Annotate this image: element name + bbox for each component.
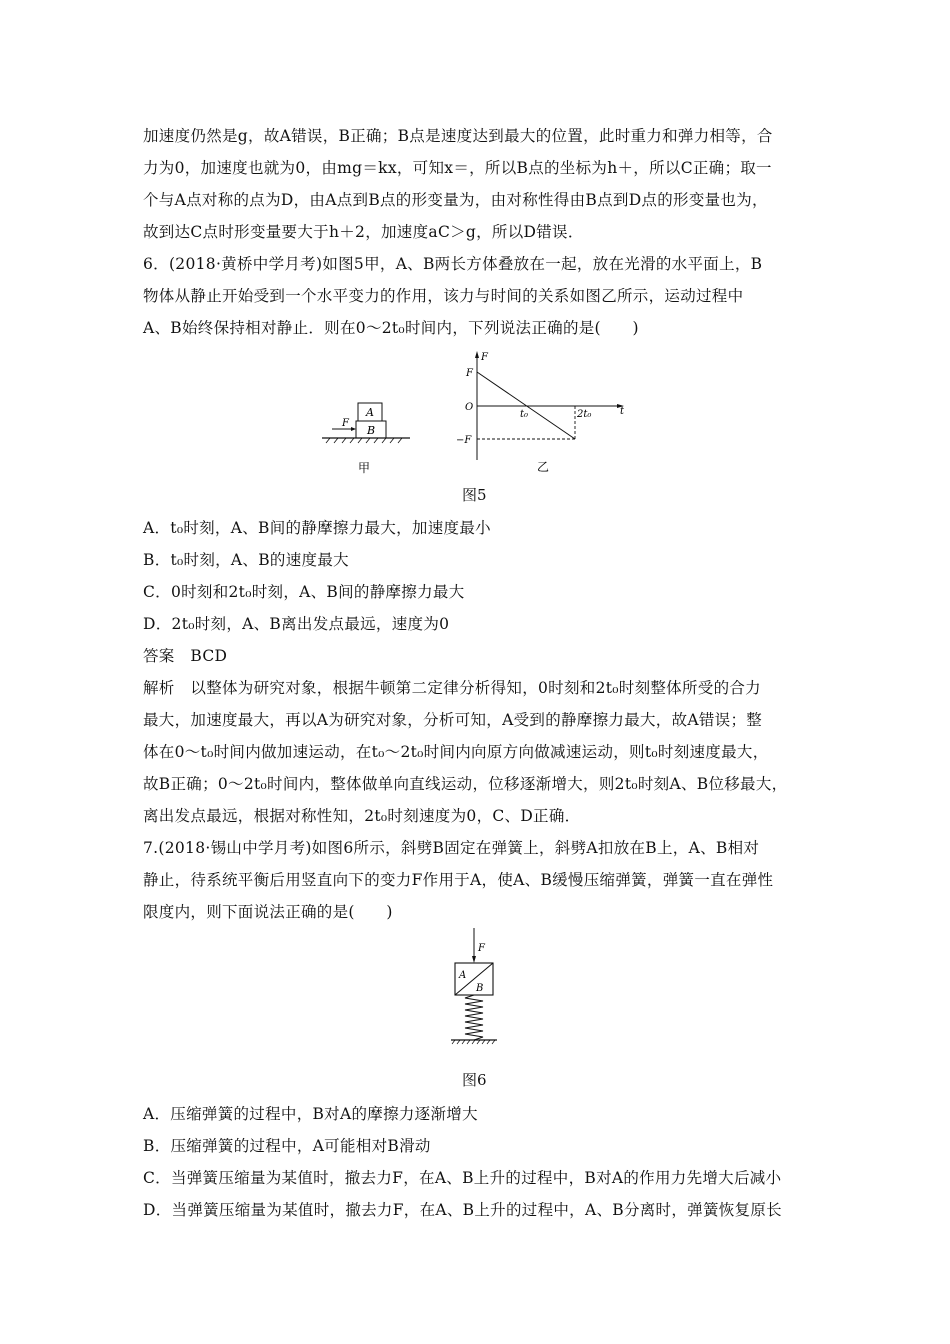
tick-neg-f-label: −F (456, 435, 472, 446)
question-7-line-1: 7.(2018·锡山中学月考)如图6所示，斜劈B固定在弹簧上，斜劈A扣放在B上，A、B相对 (143, 839, 760, 857)
option-7d: D．当弹簧压缩量为某值时，撤去力F，在A、B上升的过程中，A、B分离时，弹簧恢复原长 (143, 1201, 782, 1219)
axis-t-label: t (620, 406, 625, 417)
text-line-2: 力为0，加速度也就为0，由mg＝kx，可知x＝，所以B点的坐标为h＋，所以C正确；取一 (143, 159, 772, 177)
analysis-6-line-5: 离出发点最远，根据对称性知，2t₀时刻速度为0，C、D正确． (143, 807, 581, 825)
question-6-line-1: 6．(2018·黄桥中学月考)如图5甲，A、B两长方体叠放在一起，放在光滑的水平面上，B (143, 255, 763, 273)
analysis-6-line-3: 体在0～t₀时间内做加速运动，在t₀～2t₀时间内向原方向做减速运动，则t₀时刻速度最大， (143, 743, 769, 761)
force-label: F (342, 418, 349, 429)
wedge-b-label: B (476, 983, 484, 994)
option-6c: C．0时刻和2t₀时刻，A、B间的静摩擦力最大 (143, 583, 465, 601)
text-line-1: 加速度仍然是g，故A错误，B正确；B点是速度达到最大的位置，此时重力和弹力相等，合 (143, 127, 773, 145)
option-7c: C．当弹簧压缩量为某值时，撤去力F，在A、B上升的过程中，B对A的作用力先增大后减小 (143, 1169, 782, 1187)
figure-6-spring-diagram (445, 925, 505, 1055)
block-b-label: B (367, 424, 376, 437)
block-a-label: A (366, 406, 374, 419)
option-6a: A．t₀时刻，A、B间的静摩擦力最大，加速度最小 (143, 519, 491, 537)
question-7-line-2: 静止，待系统平衡后用竖直向下的变力F作用于A，使A、B缓慢压缩弹簧，弹簧一直在弹性 (143, 871, 774, 889)
figure-5-left-label: 甲 (358, 461, 371, 475)
tick-f-label: F (466, 368, 473, 379)
figure-5-blocks (318, 395, 418, 480)
tick-2t0-label: 2t₀ (577, 409, 592, 420)
question-6-line-2: 物体从静止开始受到一个水平变力的作用，该力与时间的关系如图乙所示，运动过程中 (143, 287, 744, 305)
axis-f-label: F (481, 352, 488, 363)
tick-t0-label: t₀ (520, 409, 529, 420)
option-7a: A．压缩弹簧的过程中，B对A的摩擦力逐渐增大 (143, 1105, 478, 1123)
option-6b: B．t₀时刻，A、B的速度最大 (143, 551, 349, 569)
text-line-4: 故到达C点时形变量要大于h＋2，加速度aC＞g，所以D错误． (143, 223, 584, 241)
text-line-3: 个与A点对称的点为D，由A点到B点的形变量为，由对称性得由B点到D点的形变量也为， (143, 191, 768, 209)
origin-label: O (465, 402, 474, 413)
force-f-label: F (478, 943, 485, 954)
option-6d: D．2t₀时刻，A、B离出发点最远，速度为0 (143, 615, 450, 633)
analysis-6-line-2: 最大，加速度最大，再以A为研究对象，分析可知，A受到的静摩擦力最大，故A错误；整 (143, 711, 763, 729)
figure-5-caption: 图5 (462, 486, 487, 504)
figure-5-right-label: 乙 (537, 460, 550, 474)
question-6-line-3: A、B始终保持相对静止．则在0～2t₀时间内，下列说法正确的是( ) (143, 319, 639, 337)
figure-6-caption: 图6 (462, 1071, 487, 1089)
question-7-line-3: 限度内，则下面说法正确的是( ) (143, 903, 393, 921)
figure-5-graph (450, 348, 630, 478)
answer-6: 答案 BCD (143, 647, 228, 665)
analysis-6-line-1: 解析 以整体为研究对象，根据牛顿第二定律分析得知，0时刻和2t₀时刻整体所受的合力 (143, 679, 761, 697)
analysis-6-line-4: 故B正确；0～2t₀时间内，整体做单向直线运动，位移逐渐增大，则2t₀时刻A、B位移最大， (143, 775, 788, 793)
option-7b: B．压缩弹簧的过程中，A可能相对B滑动 (143, 1137, 431, 1155)
wedge-a-label: A (459, 970, 467, 981)
